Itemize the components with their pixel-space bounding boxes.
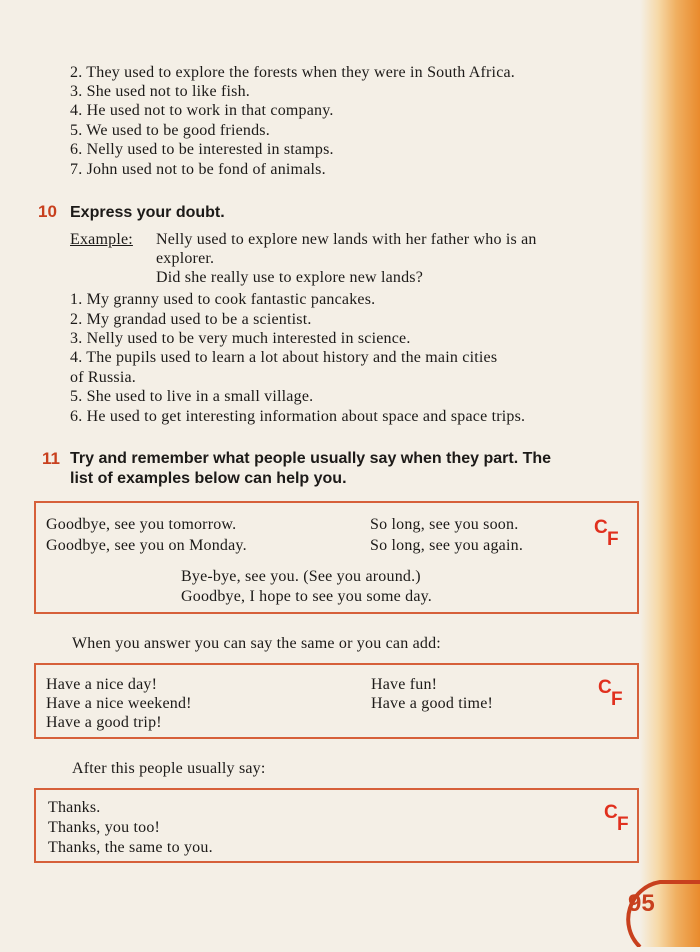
exercise-title: Try and remember what people usually say when they part. The: [70, 450, 552, 467]
phrase-box: [34, 788, 639, 863]
page-number-badge: [600, 870, 700, 947]
cf-icon: C F: [594, 517, 619, 550]
list-item: of Russia.: [70, 369, 136, 386]
list-item: 3. Nelly used to be very much interested in science.: [70, 330, 411, 347]
example-line: Did she really use to explore new lands?: [156, 269, 424, 286]
list-item: 4. The pupils used to learn a lot about history and the main cities: [70, 349, 498, 366]
phrase: Have a good trip!: [46, 714, 162, 731]
phrase: Thanks, the same to you.: [48, 839, 213, 856]
list-item: 5. We used to be good friends.: [70, 122, 270, 139]
exercise-number: 11: [42, 449, 60, 468]
phrase: Goodbye, see you on Monday.: [46, 537, 247, 554]
exercise-title: list of examples below can help you.: [70, 470, 347, 487]
list-item: 6. Nelly used to be interested in stamps.: [70, 141, 334, 158]
instruction-text: After this people usually say:: [72, 760, 266, 777]
list-item: 4. He used not to work in that company.: [70, 102, 334, 119]
phrase: So long, see you again.: [370, 537, 524, 554]
phrase: So long, see you soon.: [370, 516, 519, 533]
phrase-box: [34, 663, 639, 739]
phrase: Have fun!: [371, 676, 438, 693]
exercise-title: Express your doubt.: [70, 204, 225, 221]
list-item: 7. John used not to be fond of animals.: [70, 161, 326, 178]
list-item: 5. She used to live in a small village.: [70, 388, 314, 405]
list-item: 6. He used to get interesting information about space and space trips.: [70, 408, 526, 425]
instruction-text: When you answer you can say the same or you can add:: [72, 635, 441, 652]
example-line: Nelly used to explore new lands with her father who is an: [156, 231, 537, 248]
phrase: Have a nice day!: [46, 676, 158, 693]
list-item: 3. She used not to like fish.: [70, 83, 251, 100]
phrase-box: [34, 501, 639, 614]
list-item: 2. My grandad used to be a scientist.: [70, 311, 312, 328]
example-label: Example:: [70, 231, 133, 248]
cf-icon: C F: [604, 802, 629, 835]
phrase: Goodbye, I hope to see you some day.: [181, 588, 432, 605]
phrase: Have a good time!: [371, 695, 494, 712]
phrase: Have a nice weekend!: [46, 695, 192, 712]
phrase: Thanks, you too!: [48, 819, 161, 836]
phrase: Bye-bye, see you. (See you around.): [181, 568, 421, 585]
list-item: 1. My granny used to cook fantastic pancakes.: [70, 291, 376, 308]
phrase: Goodbye, see you tomorrow.: [46, 516, 237, 533]
exercise-number: 10: [38, 202, 57, 221]
cf-icon: C F: [598, 677, 623, 710]
page-number: 95: [628, 890, 655, 917]
phrase: Thanks.: [48, 799, 101, 816]
example-line: explorer.: [156, 250, 215, 267]
list-item: 2. They used to explore the forests when they were in South Africa.: [70, 64, 515, 81]
